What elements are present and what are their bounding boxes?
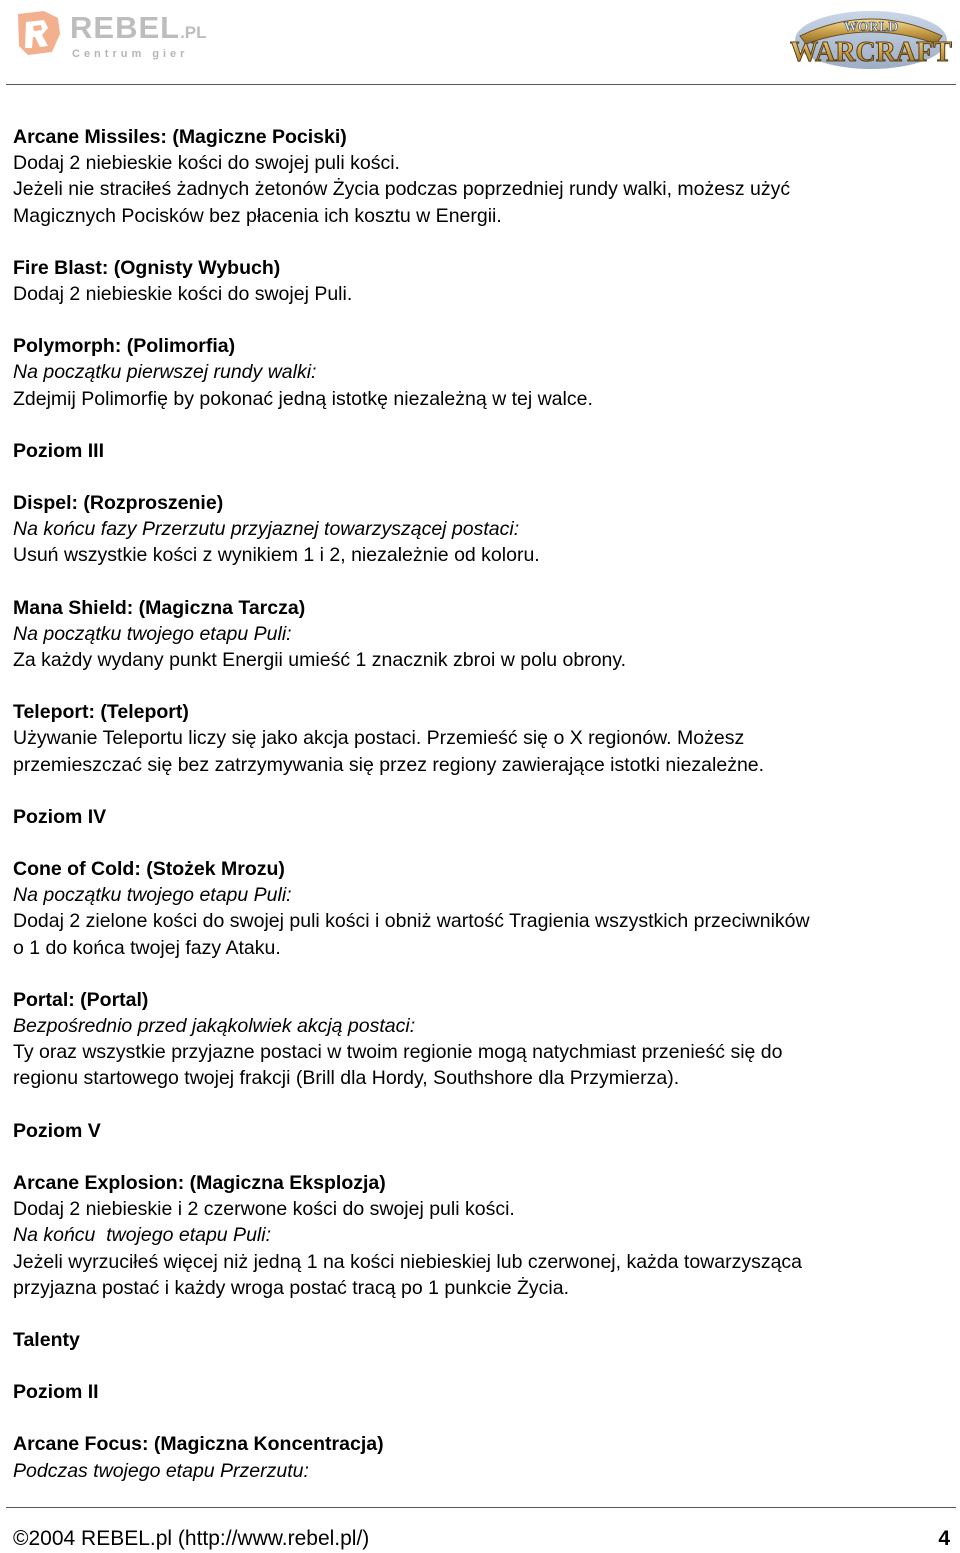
spell-heading: Polymorph: (Polimorfia): [13, 335, 236, 358]
trigger-text: Na początku twojego etapu Puli:: [13, 884, 292, 907]
body-text: przemieszczać się bez zatrzymywania się przez regiony zawierające istotki niezależne.: [13, 753, 765, 776]
body-text: Ty oraz wszystkie przyjazne postaci w twoim regionie mogą natychmiast przenieść się do: [13, 1041, 783, 1064]
spell-heading: Cone of Cold: (Stożek Mrozu): [13, 858, 285, 881]
body-text: Dodaj 2 niebieskie kości do swojej puli kości.: [13, 152, 400, 175]
spell-heading: Fire Blast: (Ognisty Wybuch): [13, 256, 281, 279]
footer-divider: [6, 1507, 956, 1508]
rebel-brand-text: REBEL.PL: [70, 10, 207, 45]
trigger-text: Na początku pierwszej rundy walki:: [13, 361, 317, 384]
world-of-warcraft-logo: [790, 4, 952, 74]
body-text: Używanie Teleportu liczy się jako akcja postaci. Przemieść się o X regionów. Możesz: [13, 727, 745, 750]
page-number: 4: [938, 1527, 950, 1550]
rebel-subtitle: Centrum gier: [72, 48, 189, 60]
footer-copyright: ©2004 REBEL.pl (http://www.rebel.pl/): [13, 1527, 370, 1550]
rebel-mark-icon: [14, 8, 64, 58]
body-text: Jeżeli nie straciłeś żadnych żetonów Życia podczas poprzedniej rundy walki, możesz użyć: [13, 178, 791, 201]
level-heading: Poziom II: [13, 1381, 99, 1404]
document-body: [13, 124, 953, 1484]
body-text: o 1 do końca twojej fazy Ataku.: [13, 936, 281, 959]
spell-heading: Portal: (Portal): [13, 988, 149, 1011]
trigger-text: Podczas twojego etapu Przerzutu:: [13, 1459, 309, 1482]
trigger-text: Na końcu twojego etapu Puli:: [13, 1224, 271, 1247]
body-text: przyjazna postać i każdy wroga postać tracą po 1 punkcie Życia.: [13, 1276, 570, 1299]
page-header: [0, 0, 960, 86]
rebel-logo: [14, 8, 214, 64]
spell-heading: Teleport: (Teleport): [13, 701, 189, 724]
body-text: Dodaj 2 zielone kości do swojej puli kości i obniż wartość Tragienia wszystkich przeciwników: [13, 910, 810, 933]
talent-heading: Arcane Focus: (Magiczna Koncentracja): [13, 1433, 384, 1456]
body-text: Za każdy wydany punkt Energii umieść 1 znacznik zbroi w polu obrony.: [13, 649, 627, 672]
body-text: regionu startowego twojej frakcji (Brill dla Hordy, Southshore dla Przymierza).: [13, 1067, 680, 1090]
spell-heading: Dispel: (Rozproszenie): [13, 492, 224, 515]
body-text: Usuń wszystkie kości z wynikiem 1 i 2, niezależnie od koloru.: [13, 544, 540, 567]
body-text: Jeżeli wyrzuciłeś więcej niż jedną 1 na kości niebieskiej lub czerwonej, każda towarzysząca: [13, 1250, 803, 1273]
level-heading: Poziom III: [13, 439, 105, 462]
svg-text:WARCRAFT: WARCRAFT: [790, 37, 952, 68]
spell-heading: Mana Shield: (Magiczna Tarcza): [13, 596, 306, 619]
body-text: Magicznych Pocisków bez płacenia ich kosztu w Energii.: [13, 204, 502, 227]
level-heading: Poziom IV: [13, 805, 107, 828]
header-divider: [6, 84, 956, 85]
spell-heading: Arcane Missiles: (Magiczne Pociski): [13, 126, 347, 148]
level-heading: Poziom V: [13, 1119, 101, 1142]
body-text: Zdejmij Polimorfię by pokonać jedną istotkę niezależną w tej walce.: [13, 387, 593, 410]
section-heading: Talenty: [13, 1328, 80, 1351]
trigger-text: Bezpośrednio przed jakąkolwiek akcją postaci:: [13, 1015, 416, 1038]
body-text: Dodaj 2 niebieskie kości do swojej Puli.: [13, 283, 353, 306]
body-text: Dodaj 2 niebieskie i 2 czerwone kości do swojej puli kości.: [13, 1198, 515, 1221]
trigger-text: Na końcu fazy Przerzutu przyjaznej towarzyszącej postaci:: [13, 518, 520, 541]
svg-text:WORLD: WORLD: [843, 20, 899, 35]
spell-heading: Arcane Explosion: (Magiczna Eksplozja): [13, 1171, 386, 1194]
trigger-text: Na początku twojego etapu Puli:: [13, 622, 292, 645]
